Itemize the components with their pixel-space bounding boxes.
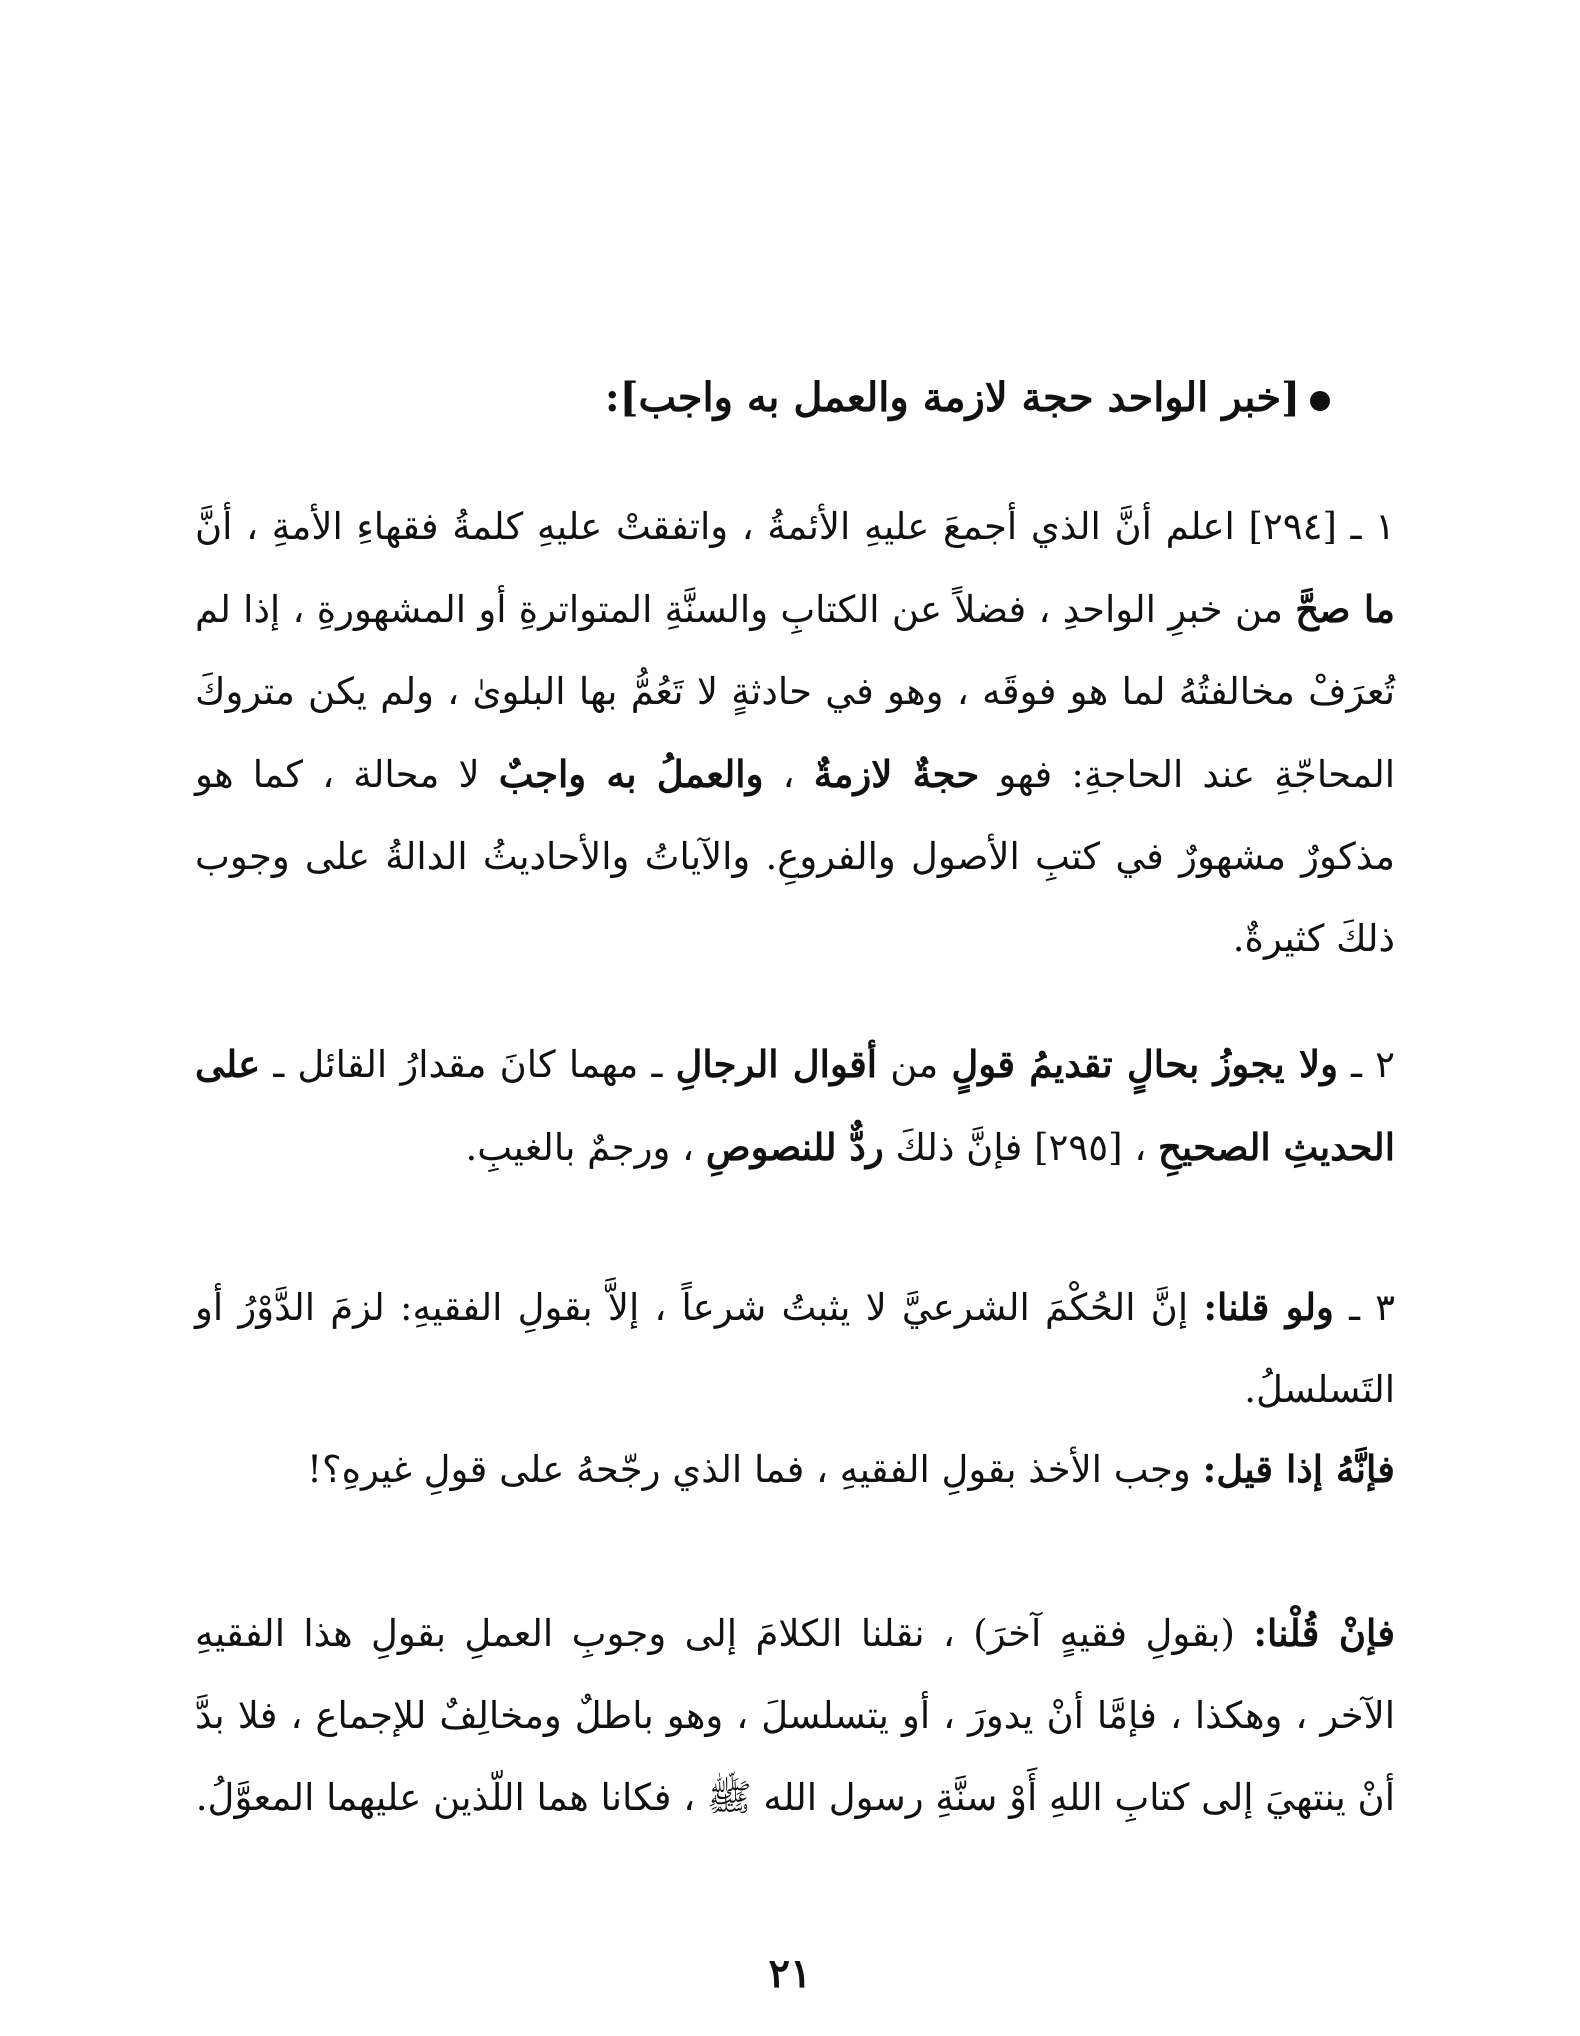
paragraph-2-bold-1: ولا يجوزُ بحالٍ تقديمُ قولٍ (951, 1042, 1338, 1086)
paragraph-2 (195, 1023, 1395, 1189)
paragraph-1-bold-1: ما صحَّ (1295, 587, 1396, 631)
paragraph-1-text-a: ١ ـ [٢٩٤] اعلم أنَّ الذي أجمعَ عليهِ الأئمةُ ، واتفقتْ عليهِ كلمةُ فقهاءِ الأمةِ ، أنَّ (195, 505, 1395, 548)
paragraph-2-bold-3: على الحديثِ الصحيحِ (195, 1042, 1395, 1169)
paragraph-2-text-c: من (890, 1043, 939, 1086)
paragraph-5 (195, 1592, 1395, 1839)
paragraph-1 (195, 486, 1395, 980)
paragraph-3-bold-1: ولو قلنا: (1203, 1285, 1334, 1329)
paragraph-1-bold-3: والعملُ به واجبٌ (498, 752, 764, 796)
paragraph-1-text-d: ، (782, 753, 795, 796)
section-heading-text: [خبر الواحد حجة لازمة والعمل به واجب]: (604, 374, 1300, 421)
paragraph-3-text-a: ٣ ـ (1349, 1286, 1395, 1329)
paragraph-1-text-e: لا محالة ، كما هو مذكورٌ مشهورٌ في كتبِ الأصول والفروعِ. والآياتُ والأحاديثُ الدالةُ على وجوب ذلكَ كثيرةٌ. (195, 753, 1395, 960)
paragraph-2-text-a: ٢ ـ (1351, 1043, 1395, 1086)
page-number: ٢١ (768, 1950, 812, 1997)
paragraph-2-bold-4: ردٌّ للنصوصِ (705, 1125, 884, 1169)
paragraph-4-bold-1: فإنَّهُ إذا قيل: (1202, 1447, 1395, 1491)
bullet-icon (1310, 391, 1330, 411)
paragraph-3 (195, 1266, 1395, 1431)
paragraph-4-text-c: وجب الأخذ بقولِ الفقيهِ ، فما الذي رجّحهُ على قولِ غيرهِ؟! (307, 1448, 1191, 1491)
paragraph-2-text-f: ، ورجمٌ بالغيبِ. (465, 1126, 695, 1169)
paragraph-2-text-d: ـ مهما كانَ مقدارُ القائل ـ (273, 1043, 663, 1086)
paragraph-5-text-c: (بقولِ فقيهٍ آخرَ) ، نقلنا الكلامَ إلى وجوبِ العملِ بقولِ هذا الفقيهِ الآخر ، وهكذا ، فإمَّا أنْ يدورَ ، أو يتسلسلَ ، وهو باطلٌ ومخالِفٌ للإجماع ، فلا بدَّ أنْ ينتهيَ إلى كتابِ اللهِ أَوْ سنَّةِ رسول الله ﷺ ، فكانا هما اللّذين عليهما المعوَّلُ. (195, 1612, 1395, 1819)
paragraph-1-text-c: من خبرِ الواحدِ ، فضلاً عن الكتابِ والسنَّةِ المتواترةِ أو المشهورةِ ، إذا لم تُعرَفْ مخالفتُهُ لما هو فوقَه ، وهو في حادثةٍ لا تَعُمُّ بها البلوىٰ ، ولم يكن متروكَ المحاجّةِ عند الحاجةِ: فهو (195, 588, 1396, 796)
paragraph-2-bold-2: أقوال الرجالِ (675, 1042, 878, 1086)
paragraph-3-text-c: إنَّ الحُكْمَ الشرعيَّ لا يثبتُ شرعاً ، إلاَّ بقولِ الفقيهِ: لزمَ الدَّوْرُ أو التَسلسلُ. (195, 1286, 1395, 1411)
paragraph-4 (195, 1428, 1395, 1511)
paragraph-1-bold-2: حجةٌ لازمةٌ (813, 752, 980, 796)
paragraph-5-bold-1: فإنْ قُلْنا: (1253, 1611, 1396, 1655)
section-heading (230, 368, 1330, 428)
paragraph-2-text-e: ، [٢٩٥] فإنَّ ذلكَ (895, 1126, 1147, 1169)
